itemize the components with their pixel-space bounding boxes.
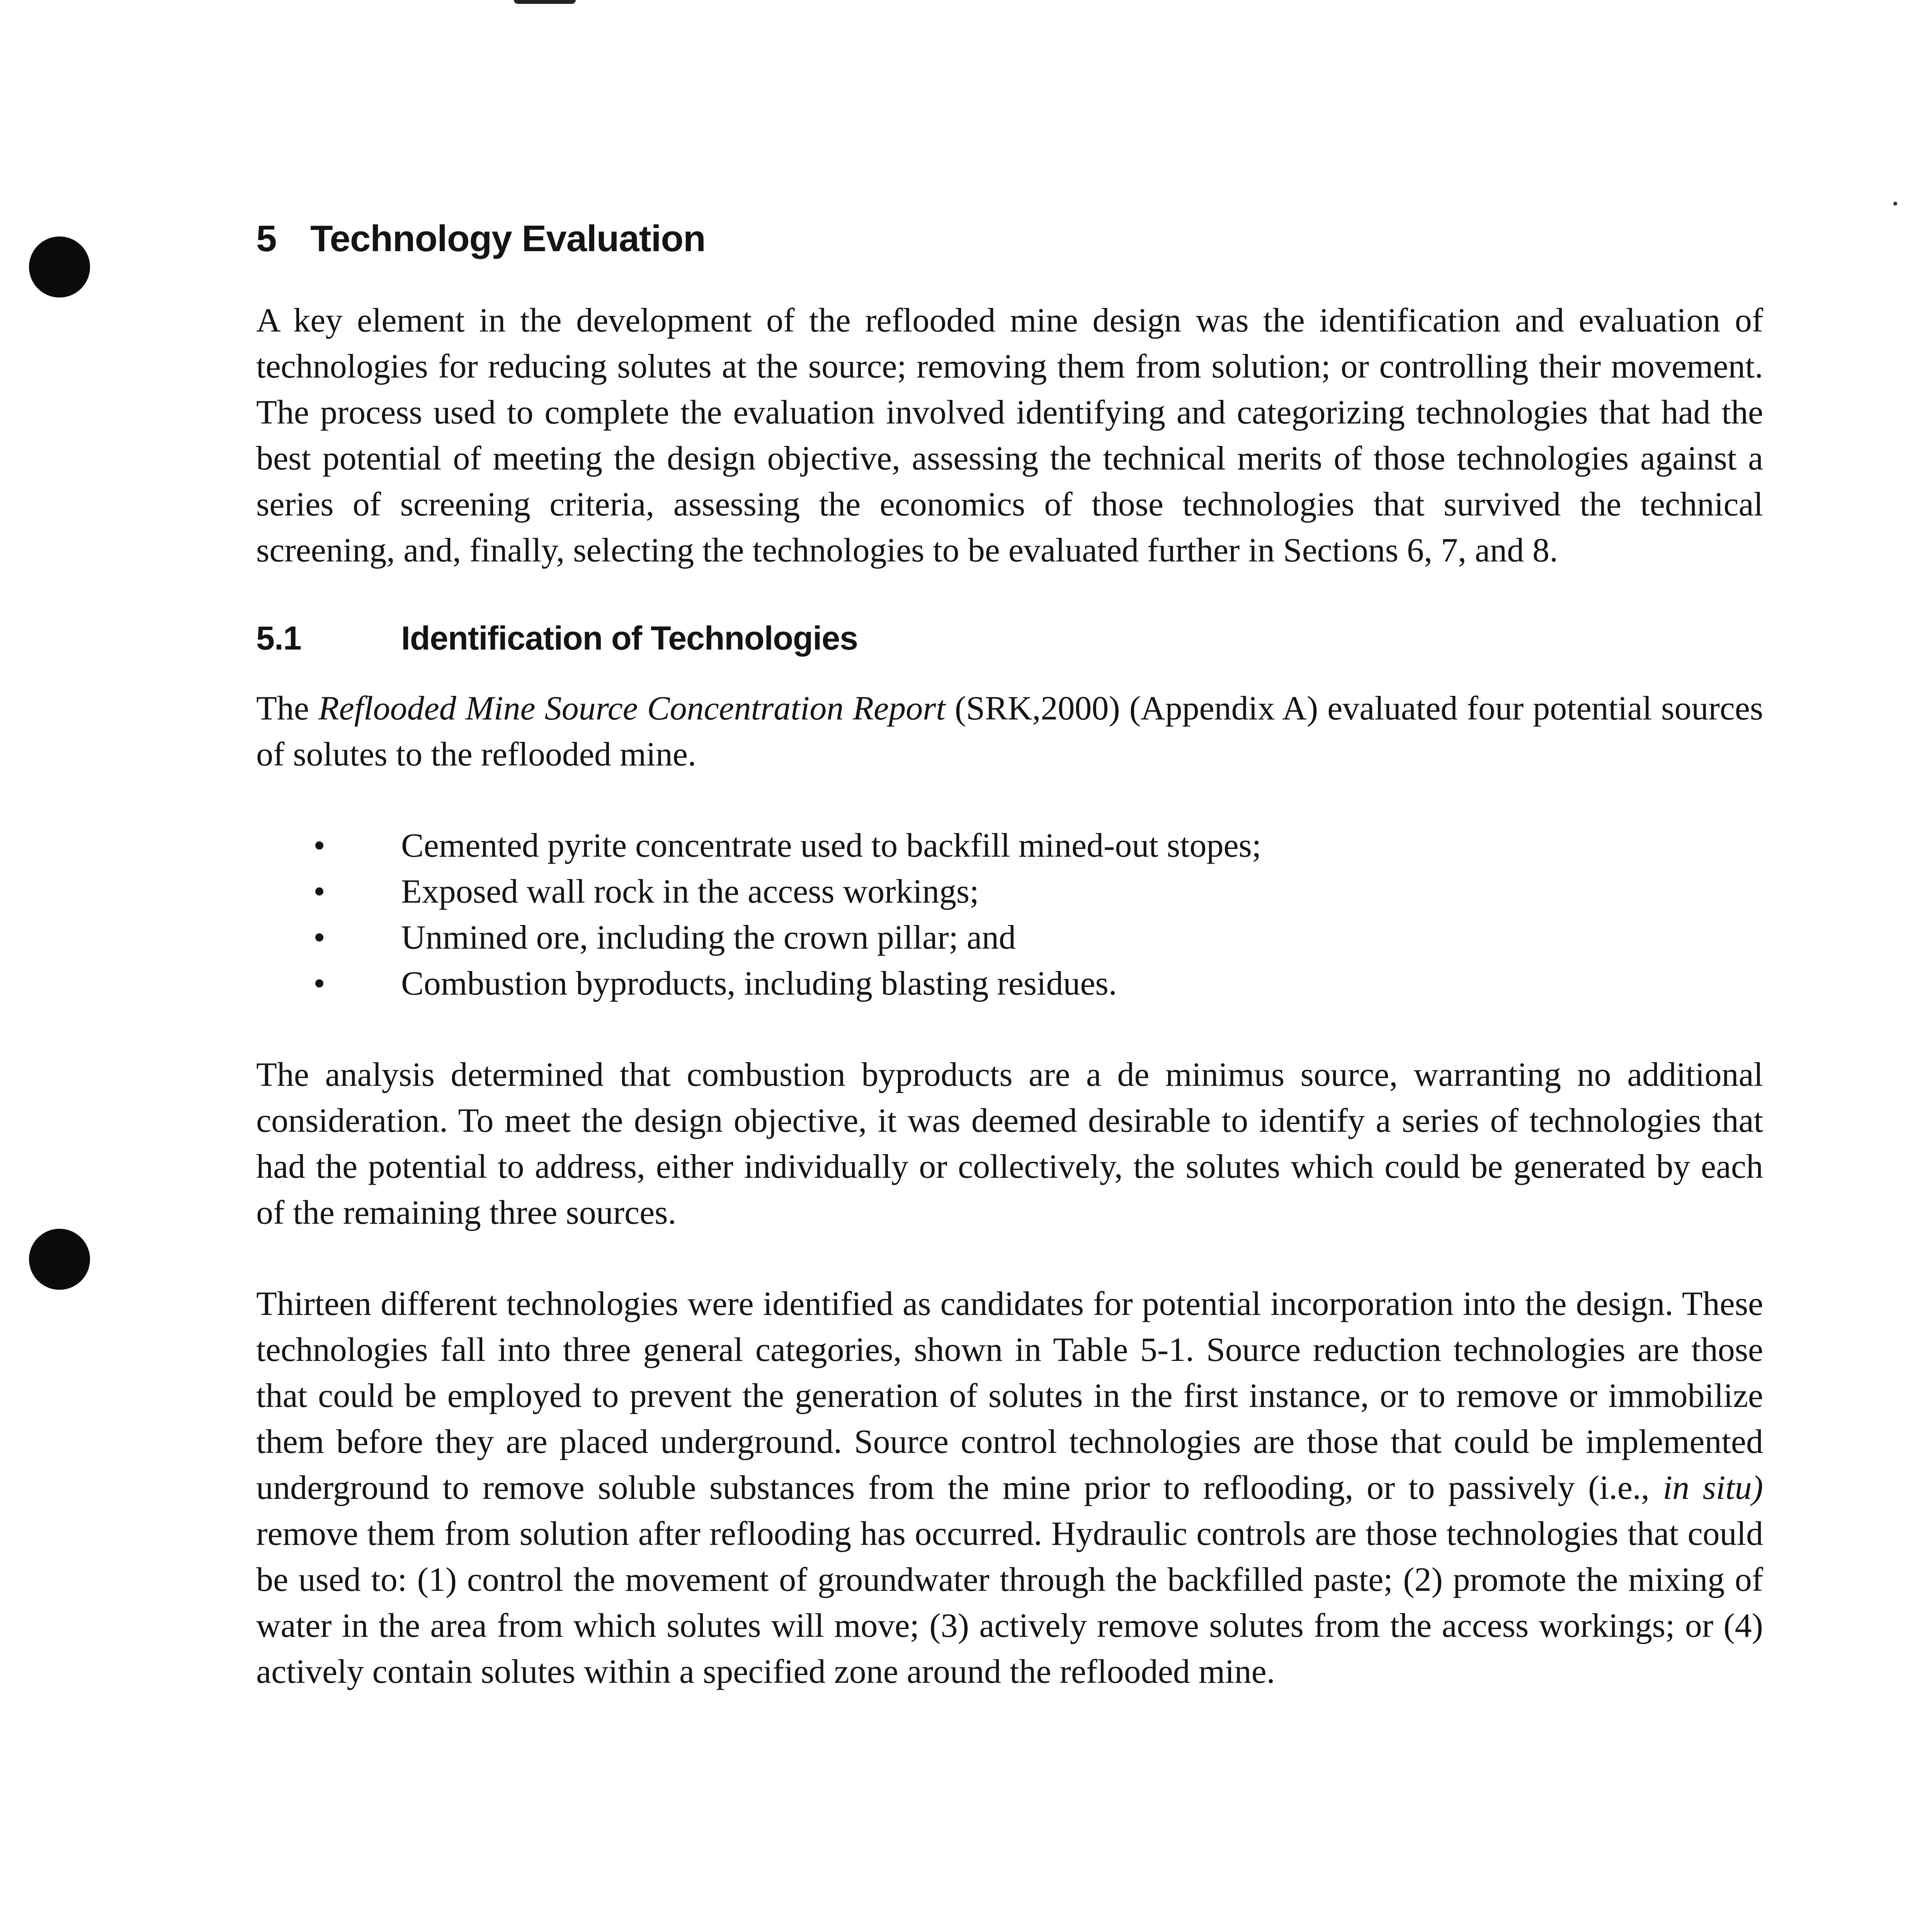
hole-punch-top xyxy=(29,236,90,298)
sources-paragraph xyxy=(256,685,1763,777)
intro-paragraph: A key element in the development of the reflooded mine design was the identification and evaluation of technologies for reducing solutes at the source; removing them from solution; or controlling their movement. The process used to complete the evaluation involved identifying and categorizing technologies that had the best potential of meeting the design objective, assessing the technical merits of those technologies against a series of screening criteria, assessing the economics of those technologies that survived the technical screening, and, finally, selecting the technologies to be evaluated further in Sections 6, 7, and 8. xyxy=(256,302,1763,570)
scan-speck xyxy=(1893,202,1897,206)
section-number: 5 xyxy=(256,218,277,259)
list-item: • Unmined ore, including the crown pillar; and xyxy=(256,915,1763,961)
scan-mark xyxy=(514,0,576,4)
section-heading xyxy=(256,216,1763,261)
para1-prefix: The xyxy=(256,690,318,728)
subsection-heading xyxy=(256,619,1763,658)
list-item: • Combustion byproducts, including blasting residues. xyxy=(256,961,1763,1007)
subsection-title: Identification of Technologies xyxy=(401,620,858,657)
sources-list xyxy=(256,823,1763,1007)
para3-part1: Thirteen different technologies were identified as candidates for potential incorporation into the design. These technologies fall into three general categories, shown in Table 5-1. Source reduction technologies are those that could be employed to prevent the generation of solutes in the first instance, or to remove or immobilize them before they are placed underground. Source control technologies are those that could be implemented underground to remove soluble substances from the mine prior to reflooding, or to passively (i.e., xyxy=(256,1285,1763,1507)
para3-part2: remove them from solution after reflooding has occurred. Hydraulic controls are those technologies that could be used to: (1) control the movement of groundwater through the backfilled paste; (2) promote the mixing of water in the area from which solutes will move; (3) actively remove solutes from the access workings; or (4) actively contain solutes within a specified zone around the reflooded mine. xyxy=(256,1515,1763,1691)
technologies-paragraph xyxy=(256,1281,1763,1695)
hole-punch-middle xyxy=(29,1229,90,1290)
analysis-paragraph: The analysis determined that combustion byproducts are a de minimus source, warranting no additional consideration. To meet the design objective, it was deemed desirable to identify a series of technologies that had the potential to address, either individually or collectively, the solutes which could be generated by each of the remaining three sources. xyxy=(256,1056,1763,1232)
list-item: • Cemented pyrite concentrate used to backfill mined-out stopes; xyxy=(256,823,1763,869)
para1-rest: (SRK,2000) (Appendix A) evaluated four potential sources of solutes to the reflooded mine. xyxy=(256,690,1764,774)
subsection-number: 5.1 xyxy=(256,620,301,657)
page-content xyxy=(256,216,1763,1740)
list-item: • Exposed wall rock in the access workings; xyxy=(256,869,1763,915)
report-title: Reflooded Mine Source Concentration Report xyxy=(318,690,946,728)
in-situ-term: in situ) xyxy=(1663,1469,1763,1507)
section-title: Technology Evaluation xyxy=(310,218,706,259)
